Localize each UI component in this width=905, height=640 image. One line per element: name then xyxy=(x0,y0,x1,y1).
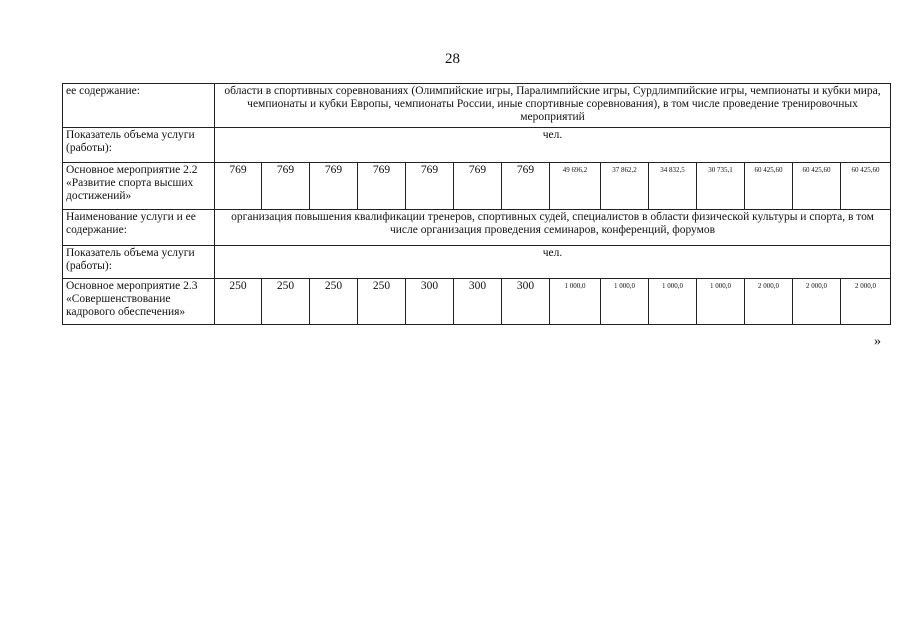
closing-quote: » xyxy=(874,334,881,349)
value-cell: 769 xyxy=(454,163,502,210)
unit-of-measure: чел. xyxy=(215,128,891,163)
row-label: Показатель объема услуги (работы): xyxy=(63,246,215,279)
value-cell: 769 xyxy=(262,163,310,210)
value-cell: 300 xyxy=(502,279,550,325)
value-cell: 250 xyxy=(358,279,406,325)
service-description: области в спортивных соревнованиях (Олимпийские игры, Паралимпийские игры, Сурдлимпийские игры, чемпионаты и кубки мира, чемпионаты и кубки Европы, чемпионаты России, иные спортивные соревнования), в том числе проведение тренировочных мероприятий xyxy=(215,84,891,128)
value-cell: 250 xyxy=(310,279,358,325)
value-cell: 1 000,0 xyxy=(649,279,697,325)
value-cell: 300 xyxy=(406,279,454,325)
table-row-volume-indicator xyxy=(63,246,891,279)
value-cell: 769 xyxy=(358,163,406,210)
value-cell: 1 000,0 xyxy=(601,279,649,325)
value-cell: 250 xyxy=(215,279,262,325)
value-cell: 60 425,60 xyxy=(841,163,891,210)
value-cell: 300 xyxy=(454,279,502,325)
page-number: 28 xyxy=(445,51,460,67)
value-cell: 30 735,1 xyxy=(697,163,745,210)
value-cell: 250 xyxy=(262,279,310,325)
value-cell: 37 862,2 xyxy=(601,163,649,210)
row-label: Основное мероприятие 2.2 «Развитие спорта высших достижений» xyxy=(63,163,215,210)
value-cell: 769 xyxy=(406,163,454,210)
value-cell: 769 xyxy=(310,163,358,210)
value-cell: 769 xyxy=(502,163,550,210)
table-row-measure-2-2 xyxy=(63,163,891,210)
value-cell: 34 832,5 xyxy=(649,163,697,210)
value-cell: 60 425,60 xyxy=(745,163,793,210)
value-cell: 2 000,0 xyxy=(793,279,841,325)
value-cell: 1 000,0 xyxy=(550,279,601,325)
row-label: Наименование услуги и ее содержание: xyxy=(63,210,215,246)
value-cell: 60 425,60 xyxy=(793,163,841,210)
table-row-measure-2-3 xyxy=(63,279,891,325)
value-cell: 2 000,0 xyxy=(745,279,793,325)
row-label: ее содержание: xyxy=(63,84,215,128)
value-cell: 49 696,2 xyxy=(550,163,601,210)
service-description: организация повышения квалификации тренеров, спортивных судей, специалистов в области физической культуры и спорта, в том числе организация проведения семинаров, конференций, форумов xyxy=(215,210,891,246)
table-row-service-content xyxy=(63,84,891,128)
row-label: Показатель объема услуги (работы): xyxy=(63,128,215,163)
value-cell: 1 000,0 xyxy=(697,279,745,325)
value-cell: 769 xyxy=(215,163,262,210)
program-table xyxy=(62,83,891,325)
table-row-service-name xyxy=(63,210,891,246)
unit-of-measure: чел. xyxy=(215,246,891,279)
value-cell: 2 000,0 xyxy=(841,279,891,325)
row-label: Основное мероприятие 2.3 «Совершенствование кадрового обеспечения» xyxy=(63,279,215,325)
table-row-volume-indicator xyxy=(63,128,891,163)
